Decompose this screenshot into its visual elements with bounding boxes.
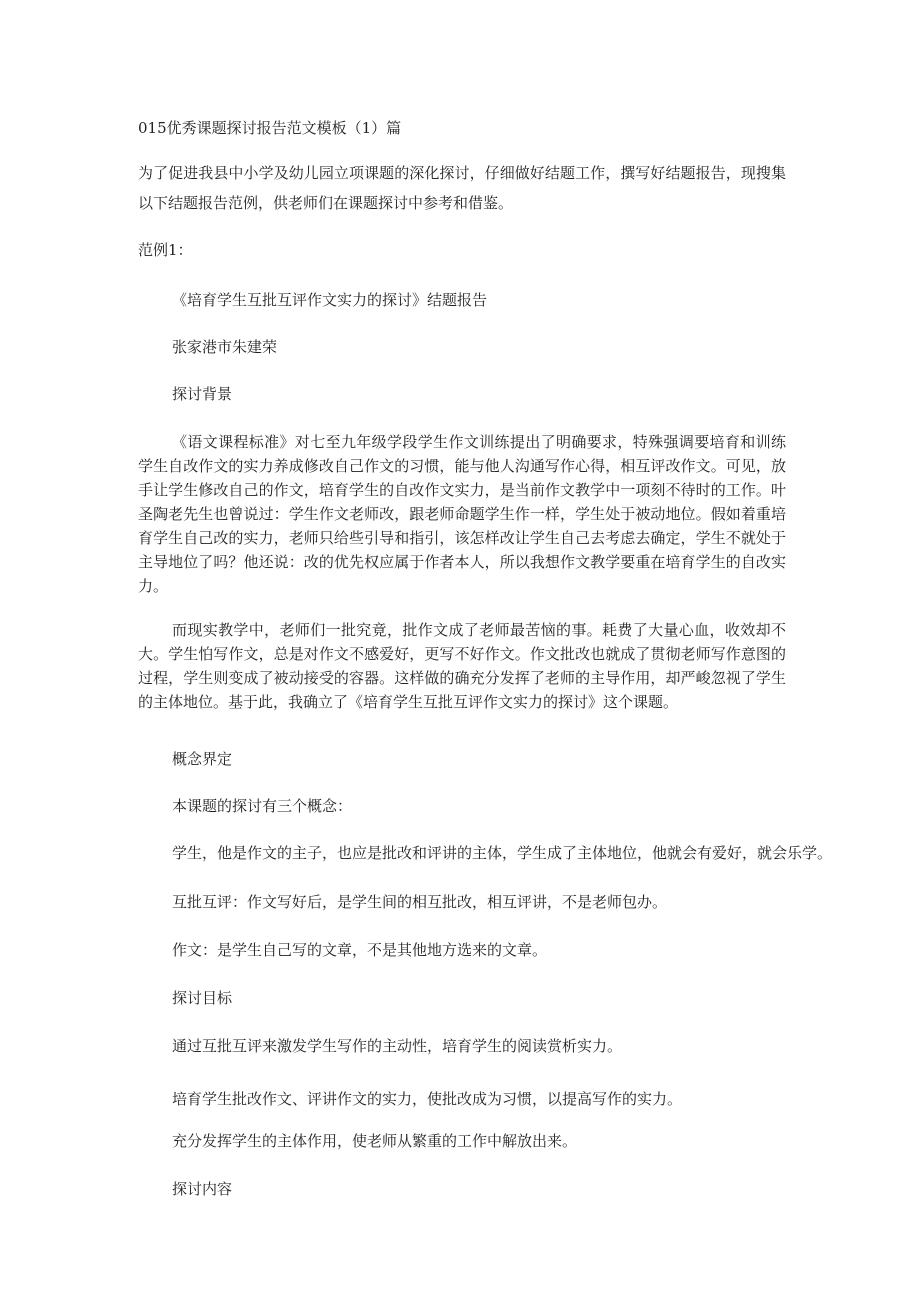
report-title: 《培育学生互批互评作文实力的探讨》结题报告 xyxy=(172,291,488,309)
concept-item-peer-review: 互批互评：作文写好后，是学生间的相互批改，相互评讲，不是老师包办。 xyxy=(172,893,668,911)
section-heading-concepts: 概念界定 xyxy=(172,750,233,768)
section-heading-content: 探讨内容 xyxy=(172,1180,233,1198)
example-label: 范例1： xyxy=(138,241,193,259)
concept-item-essay: 作文：是学生自己写的文章，不是其他地方选来的文章。 xyxy=(172,941,548,959)
background-paragraph-1: 《语文课程标准》对七至九年级学段学生作文训练提出了明确要求，特殊强调要培育和训练学生自改作文的实力养成修改自己作文的习惯，能与他人沟通写作心得，相互评改作文。可见，放手让学生修改自己的作文，培育学生的自改作文实力，是当前作文教学中一项刻不待时的工作。叶圣陶老先生也曾说过：学生作文老师改，跟老师命题学生作一样，学生处于被动地位。假如着重培育学生自己改的实力，老师只给些引导和指引，该怎样改让学生自己去考虑去确定，学生不就处于主导地位了吗？他还说：改的优先权应属于作者本人，所以我想作文教学要重在培育学生的自改实力。 xyxy=(138,433,786,595)
intro-paragraph: 为了促进我县中小学及幼儿园立项课题的深化探讨，仔细做好结题工作，撰写好结题报告，现搜集以下结题报告范例，供老师们在课题探讨中参考和借鉴。 xyxy=(138,164,786,212)
goal-item-2: 培育学生批改作文、评讲作文的实力，使批改成为习惯，以提高写作的实力。 xyxy=(172,1090,683,1108)
concept-intro: 本课题的探讨有三个概念： xyxy=(172,797,353,815)
concept-item-student: 学生，他是作文的主子，也应是批改和评讲的主体，学生成了主体地位，他就会有爱好，就会乐学。 xyxy=(172,844,833,862)
goal-item-3: 充分发挥学生的主体作用，使老师从繁重的工作中解放出来。 xyxy=(172,1132,578,1150)
background-paragraph-2: 而现实教学中，老师们一批究竟，批作文成了老师最苦恼的事。耗费了大量心血，收效却不大。学生怕写作文，总是对作文不感爱好，更写不好作文。作文批改也就成了贯彻老师写作意图的过程，学生则变成了被动接受的容器。这样做的确充分发挥了老师的主导作用，却严峻忽视了学生的主体地位。基于此，我确立了《培育学生互批互评作文实力的探讨》这个课题。 xyxy=(138,621,786,711)
goal-item-1: 通过互批互评来激发学生写作的主动性，培育学生的阅读赏析实力。 xyxy=(172,1037,623,1055)
section-heading-goals: 探讨目标 xyxy=(172,989,233,1007)
author-line: 张家港市朱建荣 xyxy=(172,338,278,356)
section-heading-background: 探讨背景 xyxy=(172,385,233,403)
document-title: 015优秀课题探讨报告范文模板（1）篇 xyxy=(138,119,402,137)
